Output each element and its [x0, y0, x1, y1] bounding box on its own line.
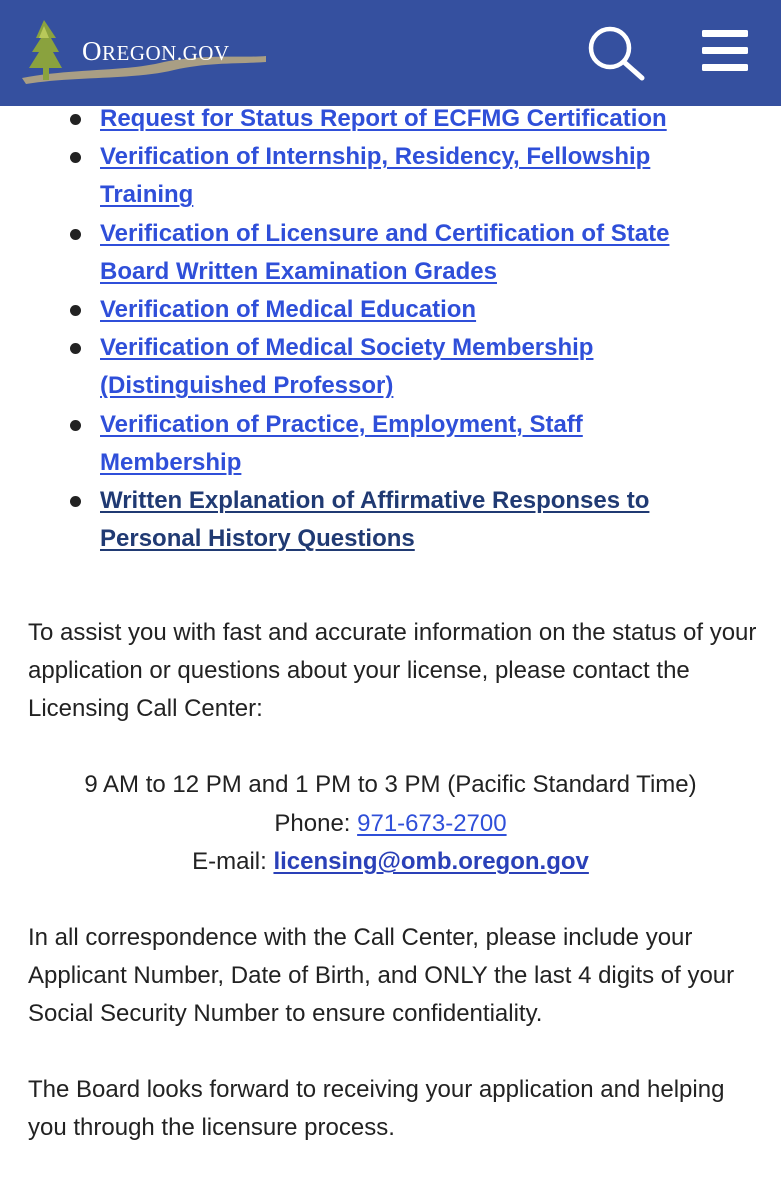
link-medical-education-verification[interactable]: Verification of Medical Education	[100, 296, 477, 324]
logo-text: OREGON.GOV	[82, 36, 230, 66]
correspondence-paragraph: In all correspondence with the Call Center, please include your Applicant Number, Date of Birth, and ONLY the last 4 digits of your Social Security Number to ensure confidentiality.	[28, 924, 735, 1027]
contact-info	[0, 766, 781, 882]
intro-paragraph: To assist you with fast and accurate information on the status of your application or questions about your license, please contact the Licensing Call Center:	[28, 619, 757, 722]
phone-line: Phone: 971-673-2700	[274, 809, 507, 837]
list-item	[100, 329, 781, 405]
email-line: E-mail: licensing@omb.oregon.gov	[192, 848, 589, 875]
phone-link[interactable]: 971-673-2700	[357, 809, 507, 837]
call-center-hours: 9 AM to 12 PM and 1 PM to 3 PM (Pacific Standard Time)	[84, 771, 697, 798]
menu-button[interactable]	[700, 28, 752, 76]
closing-paragraph: The Board looks forward to receiving your application and helping you through the licensure process.	[28, 1076, 725, 1141]
list-item	[100, 406, 781, 482]
search-icon	[586, 24, 648, 82]
list-item	[100, 100, 781, 138]
list-item	[100, 291, 781, 329]
link-medical-society-verification[interactable]: Verification of Medical Society Membership (Distinguished Professor)	[100, 334, 594, 400]
hamburger-menu-icon	[700, 28, 752, 76]
site-header	[0, 0, 781, 106]
list-item	[100, 215, 781, 291]
document-links-list	[0, 100, 781, 558]
search-button[interactable]	[586, 24, 648, 82]
link-practice-employment-verification[interactable]: Verification of Practice, Employment, Staff Membership	[100, 410, 583, 476]
list-item	[100, 482, 781, 558]
list-item	[100, 138, 781, 214]
link-internship-verification[interactable]: Verification of Internship, Residency, Fellowship Training	[100, 143, 651, 209]
link-ecfmg-status-report[interactable]: Request for Status Report of ECFMG Certification	[100, 105, 667, 132]
email-link[interactable]: licensing@omb.oregon.gov	[273, 848, 589, 875]
link-licensure-verification[interactable]: Verification of Licensure and Certification of State Board Written Examination Grades	[100, 219, 670, 285]
link-written-explanation[interactable]: Written Explanation of Affirmative Responses to Personal History Questions	[100, 487, 650, 553]
oregon-gov-logo[interactable]	[14, 12, 274, 90]
